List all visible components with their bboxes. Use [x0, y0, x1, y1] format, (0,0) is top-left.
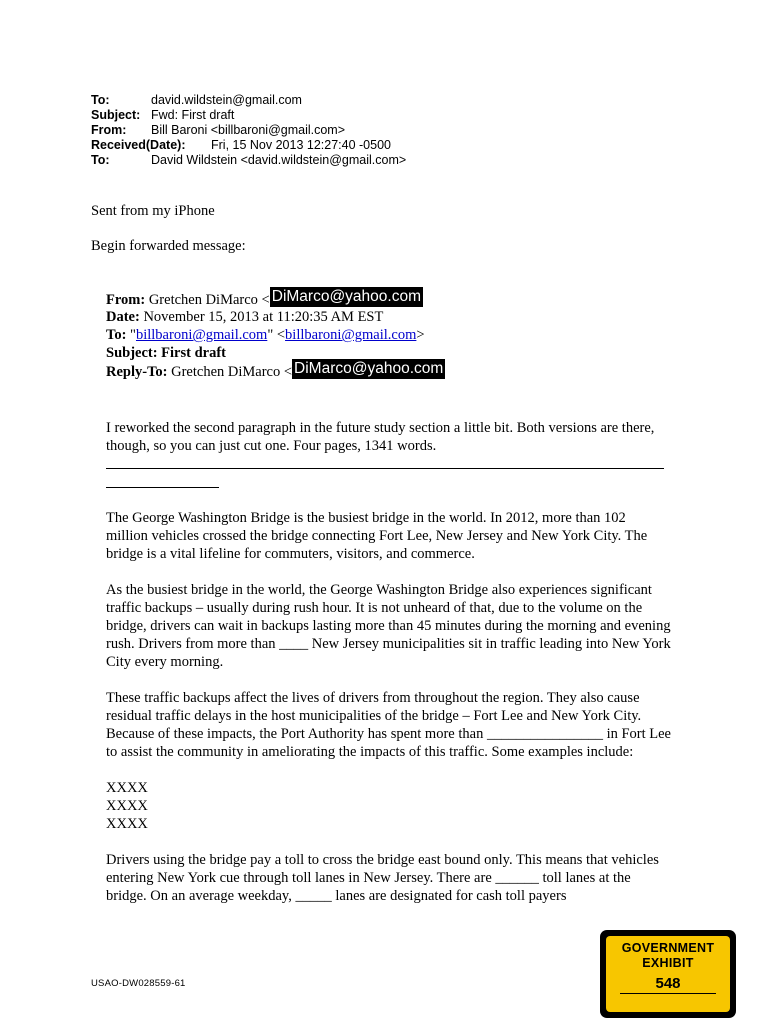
redaction-box: DiMarco@yahoo.com [294, 360, 444, 377]
fwd-replyto-name: Gretchen DiMarco < [171, 364, 293, 380]
fwd-from-row [106, 290, 445, 308]
header-from-label: From: [91, 123, 127, 137]
placeholder-item: XXXX [106, 816, 148, 832]
bates-number: USAO-DW028559-61 [91, 978, 186, 989]
header-received-label: Received(Date): [91, 138, 186, 152]
header-subject-value: Fwd: First draft [151, 108, 235, 122]
header-to2-value: David Wildstein <david.wildstein@gmail.com> [151, 153, 407, 167]
header-from-value: Bill Baroni <billbaroni@gmail.com> [151, 123, 346, 137]
paragraph-1: The George Washington Bridge is the busiest bridge in the world. In 2012, more than 102 million vehicles crossed the bridge connecting Fort Lee, New Jersey and New York City. The bridge is a vital lifeline for commuters, visitors, and commerce. [106, 510, 648, 562]
paragraph-2: As the busiest bridge in the world, the George Washington Bridge also experiences significant traffic backups – usually during rush hour. It is not unheard of that, due to the volume on the bridge, drivers can wait in backups lasting more than 45 minutes during the morning and evening rush. Drivers from more than ____ New Jersey municipalities sit in traffic leading into New York City every morning. [106, 582, 671, 670]
exhibit-line-2: EXHIBIT [642, 956, 694, 970]
sent-from-line: Sent from my iPhone [91, 203, 215, 219]
paragraph-3: These traffic backups affect the lives of drivers from throughout the region. They also cause residual traffic delays in the host municipalities of the bridge – Fort Lee and New York City. Because of these impacts, the Port Authority has spent more than ________________ in Fort Lee to assist the community in ameliorating the impacts of this traffic. Some examples include: [106, 690, 671, 760]
message-body [106, 419, 671, 905]
fwd-from-label: From: [106, 292, 146, 308]
exhibit-number: 548 [655, 975, 681, 992]
fwd-date-label: Date: [106, 309, 140, 325]
exhibit-line-1: GOVERNMENT [621, 941, 715, 955]
fwd-to-link-2[interactable]: billbaroni@gmail.com [285, 327, 417, 343]
fwd-subject-label: Subject: First draft [106, 345, 227, 361]
redaction-box: DiMarco@yahoo.com [271, 288, 422, 305]
header-subject-label: Subject: [91, 108, 141, 122]
fwd-to-quote-open: " [130, 327, 136, 343]
intro-paragraph: I reworked the second paragraph in the future study section a little bit. Both versions are there, though, so you can just cut one. Four pages, 1341 words. [106, 420, 655, 454]
placeholder-item: XXXX [106, 780, 148, 796]
fwd-to-quote-close: " < [267, 327, 286, 343]
fwd-replyto-label: Reply-To: [106, 364, 168, 380]
fwd-to-label: To: [106, 327, 127, 343]
header-to-value: david.wildstein@gmail.com [151, 93, 302, 107]
exhibit-underline [620, 993, 716, 994]
header-received-value: Fri, 15 Nov 2013 12:27:40 -0500 [211, 138, 391, 152]
header-to-label: To: [91, 93, 110, 107]
fwd-date-row [106, 308, 445, 326]
fwd-date-value: November 15, 2013 at 11:20:35 AM EST [143, 309, 384, 325]
fwd-from-name: Gretchen DiMarco < [148, 292, 270, 308]
exhibit-sticker-face [606, 936, 730, 1012]
fwd-to-end: > [416, 327, 425, 343]
fwd-to-row [106, 326, 445, 344]
forwarded-header [106, 290, 445, 380]
fwd-replyto-row [106, 362, 445, 380]
begin-forwarded-line: Begin forwarded message: [91, 238, 246, 254]
fwd-to-link-1[interactable]: billbaroni@gmail.com [135, 327, 268, 343]
header-to2-label: To: [91, 153, 110, 167]
placeholder-item: XXXX [106, 798, 148, 814]
exhibit-sticker [600, 930, 736, 1018]
paragraph-4: Drivers using the bridge pay a toll to cross the bridge east bound only. This means that vehicles entering New York cue through toll lanes in New Jersey. There are ______ toll lanes at the bridge. On an average weekday, _____ lanes are designated for cash toll payers [106, 852, 659, 904]
